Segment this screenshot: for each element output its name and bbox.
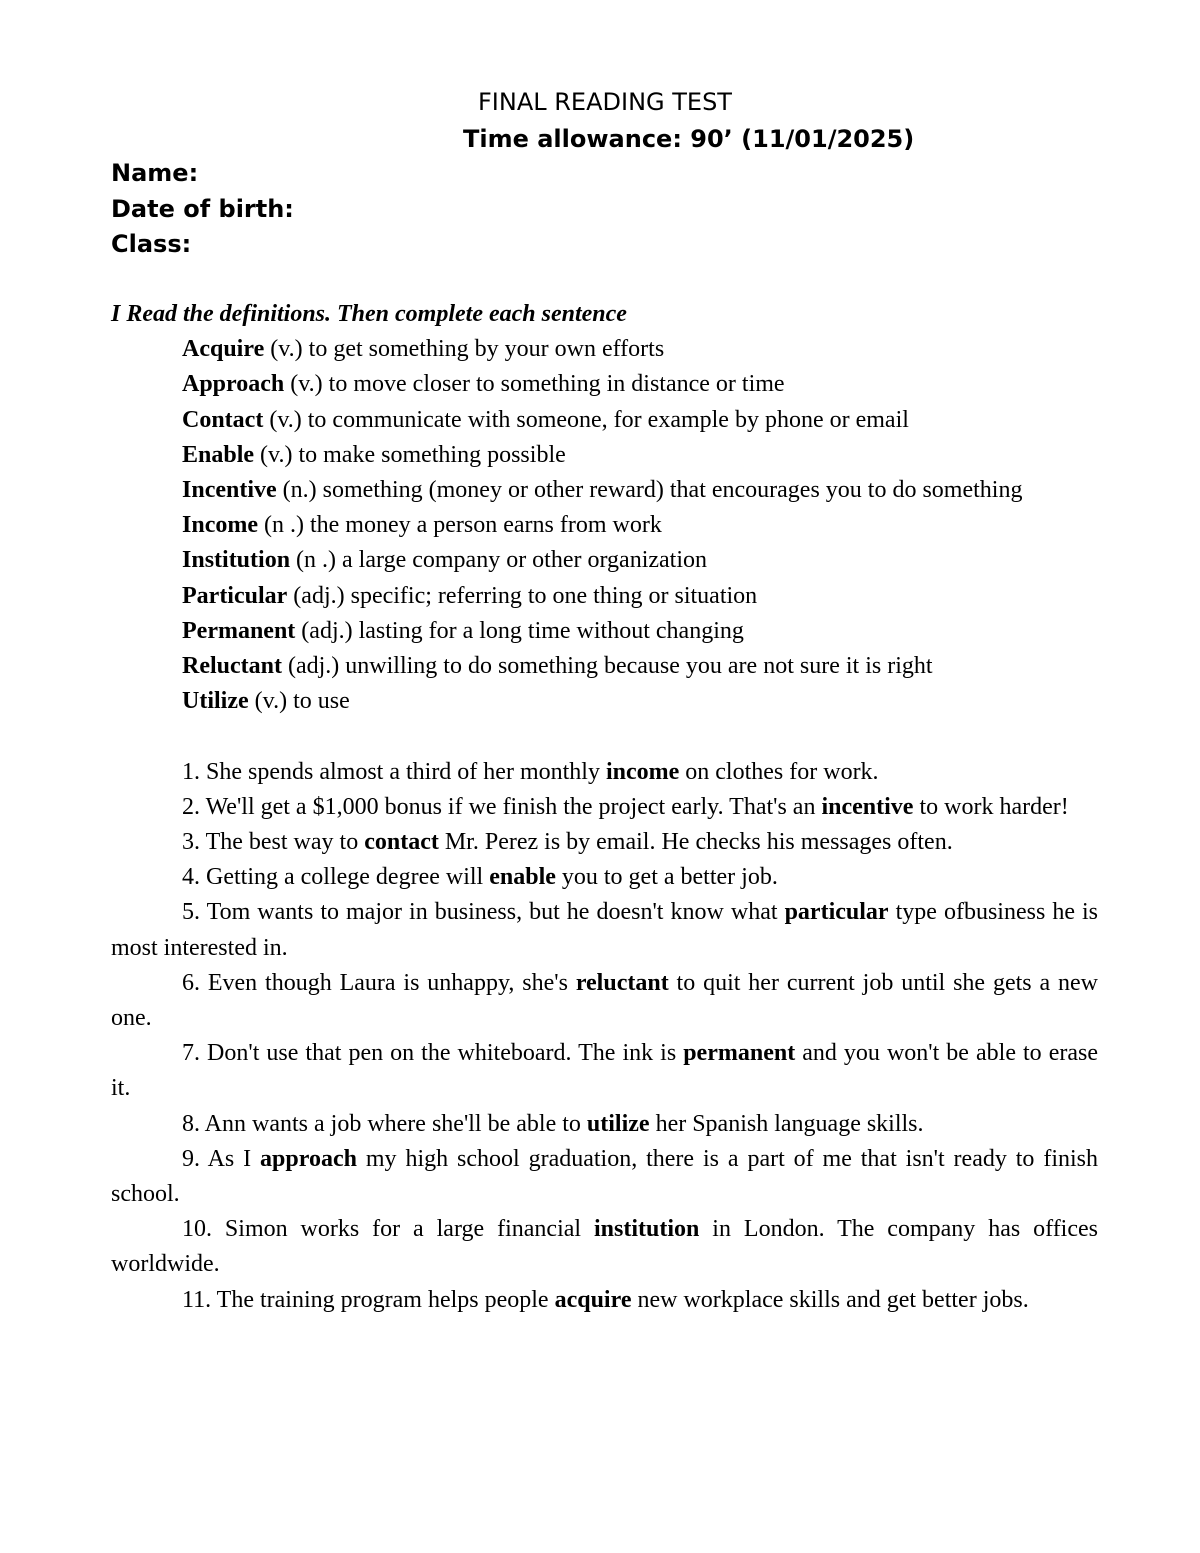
- test-title: FINAL READING TEST: [478, 88, 732, 116]
- dob-label: Date of birth:: [111, 194, 294, 223]
- definition-text: (adj.) specific; referring to one thing or situation: [287, 582, 758, 609]
- name-label: Name:: [111, 159, 199, 187]
- definition-word: Permanent: [182, 617, 296, 644]
- definition-item: [111, 332, 1098, 367]
- definition-item: [111, 508, 1098, 543]
- answer-word: utilize: [586, 1110, 650, 1137]
- sentence-text: 3. The best way to: [182, 829, 365, 856]
- sentence-text: her Spanish language skills.: [649, 1110, 924, 1137]
- sentence-text: 4. Getting a college degree will: [182, 864, 490, 891]
- sentence-text: Mr. Perez is by email. He checks his messages often.: [438, 829, 953, 856]
- spacer: [111, 719, 1098, 754]
- definition-item: [111, 438, 1098, 473]
- sentence-item: [111, 1142, 1098, 1212]
- answer-word: particular: [784, 899, 889, 926]
- sentence-item: [111, 755, 1098, 790]
- sentence-item: [111, 1107, 1098, 1142]
- definition-word: Institution: [182, 547, 291, 574]
- answer-word: approach: [260, 1145, 357, 1172]
- answer-word: incentive: [821, 793, 914, 820]
- answer-word: reluctant: [575, 969, 669, 996]
- answer-word: income: [605, 758, 680, 785]
- sentence-text: 9. As I: [182, 1145, 261, 1172]
- definition-item: [111, 684, 1098, 719]
- sentence-item: [111, 860, 1098, 895]
- definition-item: [111, 649, 1098, 684]
- definition-item: [111, 403, 1098, 438]
- sentence-item: [111, 790, 1098, 825]
- sentence-text: in London. The company has offices worldwide.: [111, 1216, 1098, 1278]
- sentence-text: 2. We'll get a $1,000 bonus if we finish the project early. That's an: [182, 793, 822, 820]
- definition-text: (v.) to get something by your own efforts: [264, 336, 665, 363]
- definition-word: Acquire: [182, 336, 265, 363]
- student-info: [111, 156, 294, 263]
- definition-word: Enable: [182, 441, 255, 468]
- sentence-item: [111, 1283, 1098, 1318]
- definition-item: [111, 614, 1098, 649]
- sentence-text: 7. Don't use that pen on the whiteboard. The ink is: [182, 1040, 684, 1067]
- sentence-text: 10. Simon works for a large financial: [182, 1216, 594, 1243]
- sentence-text: type ofbusiness he is most interested in.: [111, 899, 1099, 961]
- answer-word: enable: [489, 864, 556, 891]
- answer-word: contact: [364, 829, 439, 856]
- definition-text: (v.) to communicate with someone, for example by phone or email: [263, 406, 909, 433]
- sentence-text: new workplace skills and get better jobs.: [631, 1286, 1029, 1313]
- sentence-text: 6. Even though Laura is unhappy, she's: [182, 969, 576, 996]
- sentence-text: my high school graduation, there is a part of me that isn't ready to finish school.: [111, 1145, 1098, 1208]
- sentence-item: [111, 895, 1098, 965]
- sentence-text: 11. The training program helps people: [182, 1286, 555, 1313]
- definition-item: [111, 543, 1098, 578]
- definition-text: (n .) the money a person earns from work: [257, 512, 662, 539]
- sentence-text: to quit her current job until she gets a new one.: [111, 969, 1098, 1032]
- sentence-text: and you won't be able to erase it.: [111, 1040, 1099, 1102]
- definition-item: [111, 367, 1098, 402]
- sentence-item: [111, 1212, 1098, 1282]
- sentence-text: you to get a better job.: [555, 864, 778, 891]
- definition-list: [111, 332, 1098, 719]
- sentence-text: 1. She spends almost a third of her monthly: [182, 758, 606, 785]
- definition-text: (n .) a large company or other organization: [290, 547, 708, 574]
- time-allowance: Time allowance: 90’ (11/01/2025): [463, 125, 915, 153]
- definition-word: Contact: [182, 406, 264, 433]
- definition-word: Income: [182, 512, 258, 539]
- definition-word: Particular: [182, 582, 288, 609]
- sentence-item: [111, 1036, 1098, 1106]
- answer-word: institution: [594, 1216, 700, 1243]
- definition-text: (v.) to move closer to something in distance or time: [284, 371, 785, 398]
- sentence-text: on clothes for work.: [679, 758, 879, 785]
- sentence-text: to work harder!: [913, 793, 1069, 820]
- sentence-item: [111, 966, 1098, 1036]
- definition-word: Incentive: [182, 477, 277, 504]
- definition-text: (v.) to make something possible: [254, 441, 566, 468]
- definition-text: (adj.) lasting for a long time without changing: [295, 617, 744, 644]
- answer-word: acquire: [554, 1286, 632, 1313]
- sentence-list: [111, 755, 1098, 1318]
- definition-word: Utilize: [182, 688, 249, 715]
- definition-word: Reluctant: [182, 653, 282, 680]
- definition-item: [111, 579, 1098, 614]
- class-label: Class:: [111, 230, 192, 258]
- definition-item: [111, 473, 1098, 508]
- definition-text: (adj.) unwilling to do something because you are not sure it is right: [281, 653, 933, 680]
- section-instruction: I Read the definitions. Then complete each sentence: [111, 301, 627, 327]
- sentence-item: [111, 825, 1098, 860]
- definition-word: Approach: [182, 371, 285, 398]
- answer-word: permanent: [683, 1040, 796, 1067]
- sentence-text: 5. Tom wants to major in business, but he doesn't know what: [182, 899, 785, 926]
- sentence-text: 8. Ann wants a job where she'll be able to: [182, 1110, 587, 1137]
- definition-text: (n.) something (money or other reward) that encourages you to do something: [276, 477, 1023, 504]
- section-vocabulary: [111, 297, 1098, 1318]
- definition-text: (v.) to use: [248, 688, 350, 715]
